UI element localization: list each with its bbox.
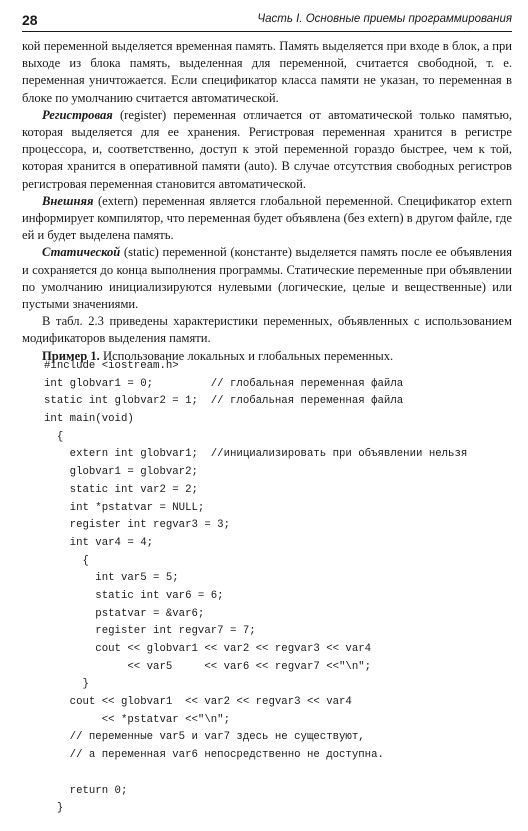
code-line: globvar1 = globvar2; (44, 466, 198, 479)
code-line: << *pstatvar <<"\n"; (44, 713, 230, 726)
code-line: } (44, 802, 64, 815)
running-title: Часть I. Основные приемы программирования (257, 13, 512, 25)
code-line: int main(void) (44, 413, 134, 426)
code-line: static int globvar2 = 1; // глобальная переменная файла (44, 395, 404, 408)
paragraph-extern (22, 193, 512, 245)
code-line: int *pstatvar = NULL; (44, 501, 205, 514)
paragraph-register (22, 107, 512, 193)
code-line: extern int globvar1; //инициализировать при объявлении нельзя (44, 448, 468, 461)
header-rule (22, 31, 512, 32)
code-line: { (44, 554, 89, 567)
code-line (44, 765, 514, 783)
code-line: } (44, 678, 89, 691)
code-line: register int regvar3 = 3; (44, 519, 230, 532)
term-register: Регистровая (42, 107, 113, 122)
code-line: int globvar1 = 0; // глобальная переменная файла (44, 377, 404, 390)
paragraph-auto-continued: кой переменной выделяется временная память. Память выделяется при входе в блок, а при выходе из блока память, выделенная для переменной, считается свободной, т. е. переменная уничтожается. Если спецификатор класса памяти не указан, то переменная в блоке по умолчанию считается автоматической. (22, 39, 512, 105)
code-line: { (44, 430, 64, 443)
paragraph-register-text: (register) переменная отличается от автоматической только памятью, которая выделяется для ее хранения. Регистровая переменная хранится в регистре процессора, и, соответственно, доступ к этой переменной гораздо быстрее, чем к той, которая хранится в оперативной памяти (auto). В случае отсутствия свободных регистров регистровая переменная становится автоматической. (22, 107, 512, 191)
code-line: return 0; (44, 784, 128, 797)
code-line: static int var2 = 2; (44, 483, 198, 496)
code-line: // а переменная var6 непосредственно не доступна. (44, 749, 384, 762)
term-extern: Внешняя (42, 193, 94, 208)
code-line: pstatvar = &var6; (44, 607, 205, 620)
code-line: int var5 = 5; (44, 572, 179, 585)
paragraph-static (22, 244, 512, 313)
code-line: << var5 << var6 << regvar7 <<"\n"; (44, 660, 372, 673)
code-line: #include <iostream.h> (44, 360, 179, 372)
page-header (22, 12, 512, 30)
code-line: cout << globvar1 << var2 << regvar3 << var4 (44, 643, 372, 655)
code-line: int var4 = 4; (44, 536, 154, 549)
page-number: 28 (22, 12, 38, 28)
code-line: cout << globvar1 << var2 << regvar3 << var4 (44, 696, 352, 709)
paragraph-table-reference: В табл. 2.3 приведены характеристики переменных, объявленных с использованием модификаторов выделения памяти. (22, 314, 512, 346)
example-title: Использование локальных и глобальных переменных. (99, 348, 394, 363)
example-label: Пример 1. (42, 348, 100, 363)
term-static: Статической (42, 245, 121, 260)
code-listing (44, 358, 514, 818)
paragraph-static-text: (static) переменной (константе) выделяется память после ее объявления и сохраняется до конца выполнения программы. Статические переменные при объявлении по умолчанию инициализируются нулевыми (логические, целые и вещественные) или пустыми значениями. (22, 245, 512, 312)
body-text (22, 38, 512, 365)
code-line: static int var6 = 6; (44, 589, 224, 602)
paragraph-extern-text: (extern) переменная является глобальной переменной. Спецификатор extern информирует компилятор, что переменная будет объявлена (без extern) в другом файле, где ей и будет выделена память. (22, 193, 512, 243)
code-line: // переменные var5 и var7 здесь не существуют, (44, 731, 365, 744)
code-line: register int regvar7 = 7; (44, 625, 256, 638)
